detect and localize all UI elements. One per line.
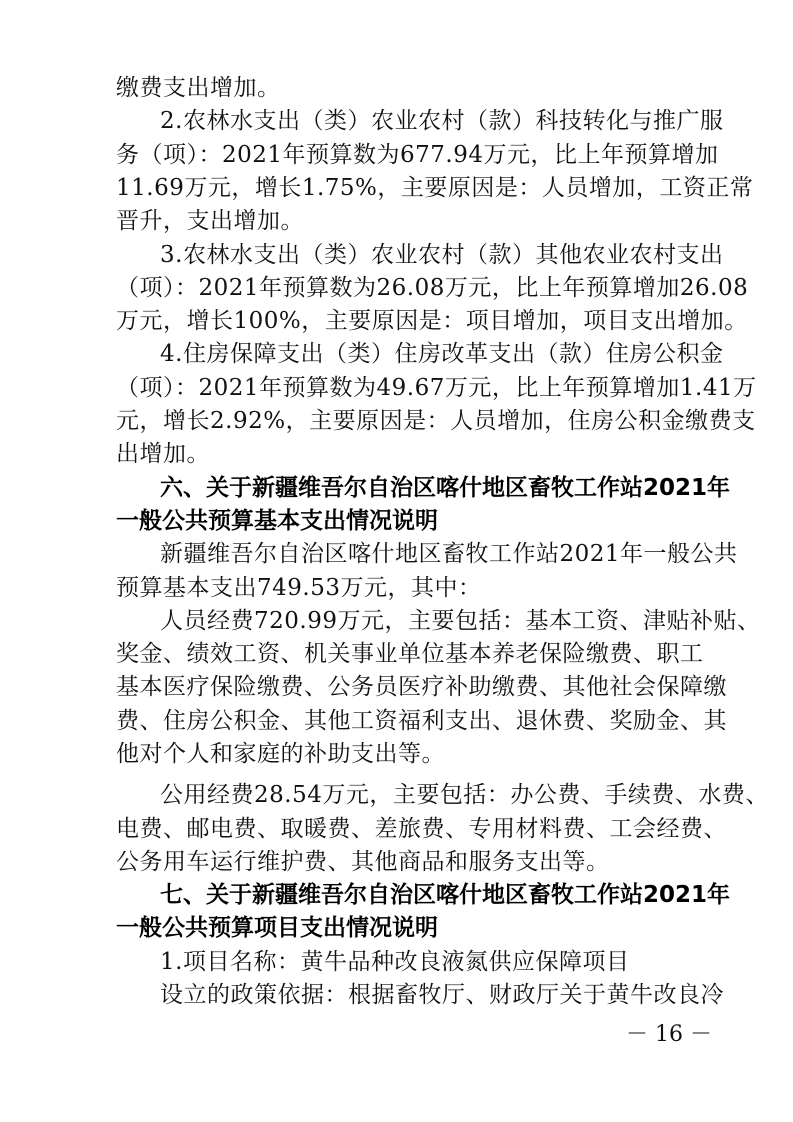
- paragraph-line: 基本医疗保险缴费、公务员医疗补助缴费、其他社会保障缴: [116, 674, 727, 700]
- paragraph-line: 11.69万元，增长1.75%，主要原因是：人员增加，工资正常: [116, 175, 754, 201]
- paragraph-line: （项）：2021年预算数为26.08万元，比上年预算增加26.08: [116, 275, 749, 301]
- paragraph-line: 1.项目名称：黄牛品种改良液氮供应保障项目: [160, 949, 630, 975]
- paragraph-line: 他对个人和家庭的补助支出等。: [116, 741, 445, 767]
- paragraph-line: 人员经费720.99万元，主要包括：基本工资、津贴补贴、: [160, 608, 761, 634]
- paragraph-line: 设立的政策依据：根据畜牧厅、财政厅关于黄牛改良冷: [160, 982, 724, 1008]
- section-heading-line: 七、关于新疆维吾尔自治区喀什地区畜牧工作站2021年: [160, 882, 731, 908]
- paragraph-line: 元，增长2.92%，主要原因是：人员增加，住房公积金缴费支: [116, 408, 756, 434]
- paragraph-line: 奖金、绩效工资、机关事业单位基本养老保险缴费、职工: [116, 641, 704, 667]
- paragraph-line: 务（项）：2021年预算数为677.94万元，比上年预算增加: [116, 142, 719, 168]
- page-number: － 16 －: [626, 1022, 712, 1047]
- paragraph-line: 公用经费28.54万元，主要包括：办公费、手续费、水费、: [160, 782, 769, 808]
- paragraph-line: 新疆维吾尔自治区喀什地区畜牧工作站2021年一般公共: [160, 541, 738, 567]
- paragraph-line: 4.住房保障支出（类）住房改革支出（款）住房公积金: [160, 341, 724, 367]
- paragraph-line: 3.农林水支出（类）农业农村（款）其他农业农村支出: [160, 242, 724, 268]
- paragraph-line: 预算基本支出749.53万元，其中：: [116, 575, 482, 601]
- paragraph-line: （项）：2021年预算数为49.67万元，比上年预算增加1.41万: [116, 375, 757, 401]
- section-heading-line: 六、关于新疆维吾尔自治区喀什地区畜牧工作站2021年: [160, 475, 731, 501]
- section-heading-line: 一般公共预算基本支出情况说明: [116, 508, 438, 534]
- paragraph-line: 缴费支出增加。: [116, 75, 281, 101]
- paragraph-line: 万元，增长100%，主要原因是：项目增加，项目支出增加。: [116, 308, 748, 334]
- section-heading-line: 一般公共预算项目支出情况说明: [116, 915, 438, 941]
- paragraph-line: 公务用车运行维护费、其他商品和服务支出等。: [116, 849, 610, 875]
- paragraph-line: 电费、邮电费、取暖费、差旅费、专用材料费、工会经费、: [116, 816, 727, 842]
- paragraph-line: 晋升，支出增加。: [116, 208, 304, 234]
- paragraph-line: 费、住房公积金、其他工资福利支出、退休费、奖励金、其: [116, 708, 727, 734]
- paragraph-line: 出增加。: [116, 441, 210, 467]
- paragraph-line: 2.农林水支出（类）农业农村（款）科技转化与推广服: [160, 108, 724, 134]
